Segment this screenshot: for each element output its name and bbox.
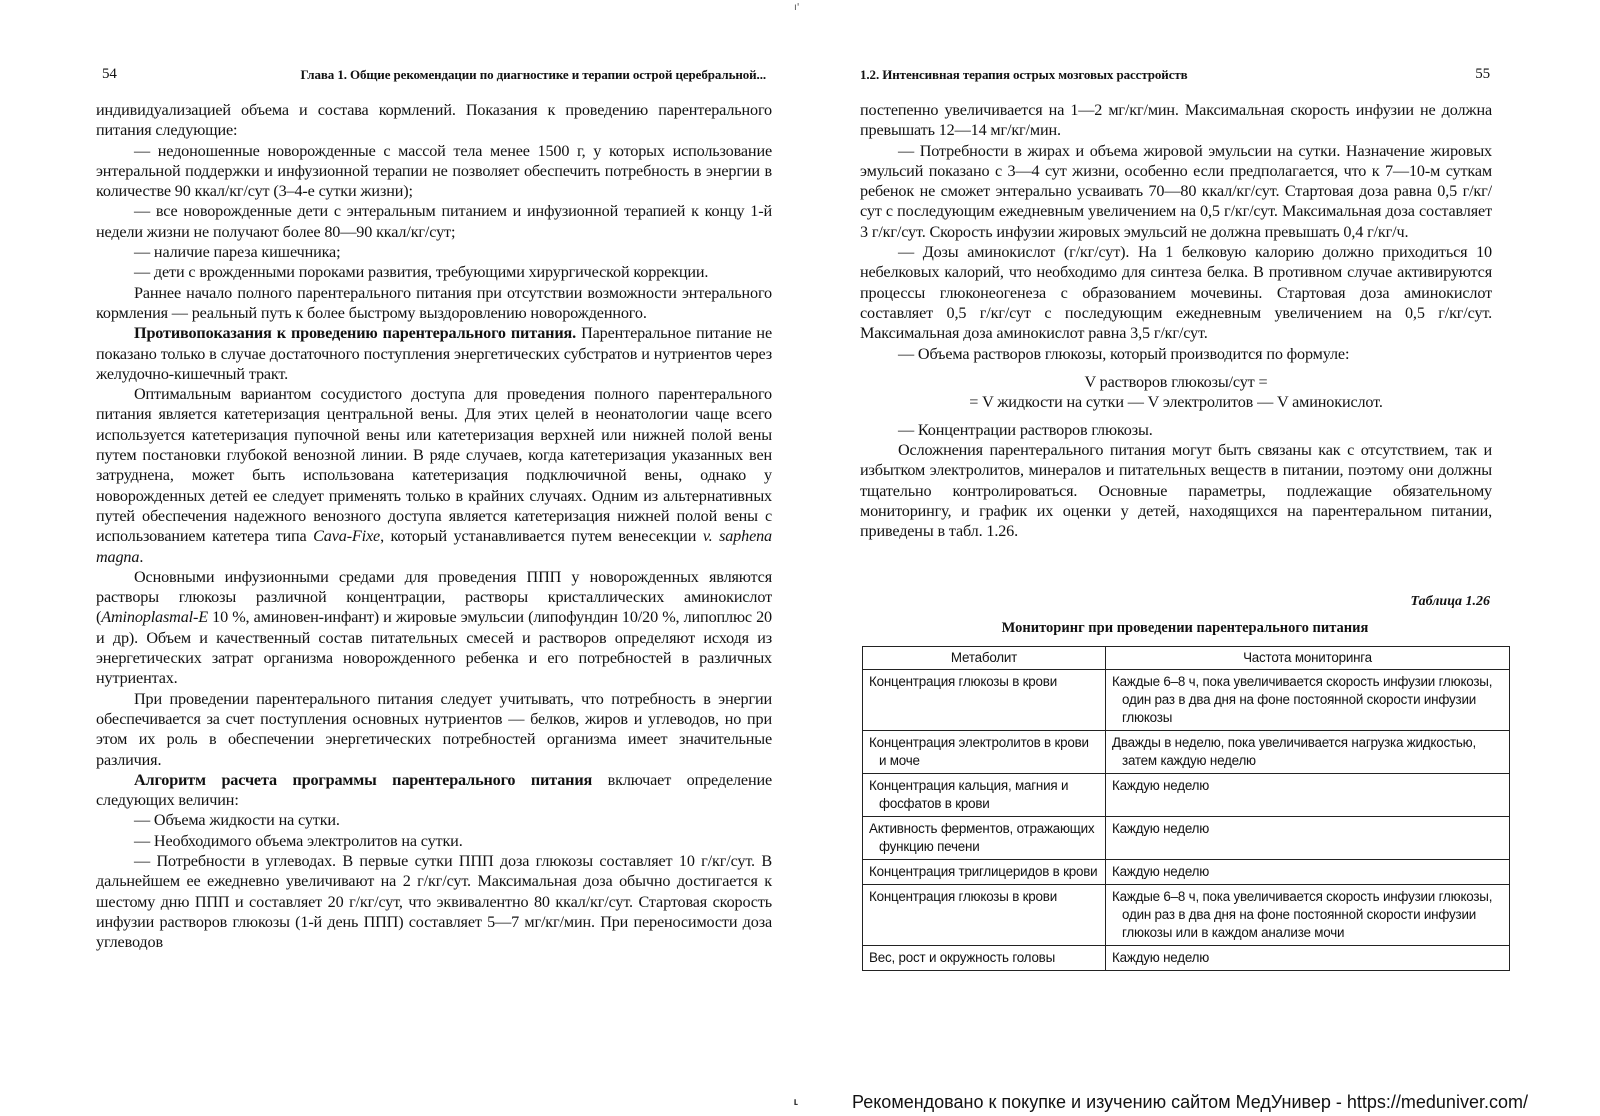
right-running-title: 1.2. Интенсивная терапия острых мозговых расстройств <box>860 67 1188 82</box>
table-cell: Каждую неделю <box>1106 860 1510 885</box>
list-item: — Необходимого объема электролитов на сутки. <box>134 831 463 850</box>
contraindications-paragraph: Противопоказания к проведению парентерального питания. Парентеральное питание не показано только в случае достаточного поступления энергетических субстратов и нутриентов через желудочно-кишечный тракт. <box>96 324 772 383</box>
table-cell: Концентрация глюкозы в крови <box>863 885 1106 946</box>
table-cell: Вес, рост и окружность головы <box>863 946 1106 971</box>
list-item: — Объема жидкости на сутки. <box>134 811 340 830</box>
glucose-formula: V растворов глюкозы/сут = = V жидкости на сутки — V электролитов — V аминокислот. <box>969 372 1383 411</box>
paragraph: Осложнения парентерального питания могут быть связаны как с отсутствием, так и избытком электролитов, минералов и питательных веществ в питании, поэтому они должны тщательно контролироваться. Основные параметры, подлежащие обязательному мониторингу, и график их оценки у детей, находящихся на парентеральном питании, приведены в табл. 1.26. <box>860 441 1492 541</box>
gutter-top-mark: ı' <box>794 2 800 13</box>
table-caption: Таблица 1.26 <box>1410 594 1490 609</box>
table-row <box>863 946 1510 971</box>
paragraph: — наличие пареза кишечника; <box>134 243 341 262</box>
table-row <box>863 860 1510 885</box>
algorithm-heading: Алгоритм расчета программы парентерального питания <box>134 770 593 789</box>
right-page-number: 55 <box>1475 66 1490 82</box>
table-header-cell: Частота мониторинга <box>1106 647 1510 670</box>
table-row <box>863 817 1510 860</box>
table-cell: Каждые 6–8 ч, пока увеличивается скорость инфузии глюкозы, один раз в два дня на фоне постоянной скорости инфузии глюкозы или в каждом анализе мочи <box>1106 885 1510 946</box>
left-body <box>96 100 772 952</box>
table-row <box>863 670 1510 731</box>
table-row <box>863 774 1510 817</box>
paragraph: — дети с врожденными пороками развития, требующими хирургической коррекции. <box>134 263 709 282</box>
paragraph: Раннее начало полного парентерального питания при отсутствии возможности энтерального кормления — реальный путь к более быстрому выздоровлению новорожденного. <box>96 283 772 322</box>
table-cell: Каждую неделю <box>1106 817 1510 860</box>
left-page-number: 54 <box>102 66 117 82</box>
table-cell: Концентрация кальция, магния и фосфатов в крови <box>863 774 1106 817</box>
table-row <box>863 885 1510 946</box>
table-header-row <box>863 647 1510 670</box>
table-cell: Концентрация триглицеридов в крови <box>863 860 1106 885</box>
paragraph: — Дозы аминокислот (г/кг/сут). На 1 белковую калорию должно приходиться 10 небелковых калорий, что необходимо для синтеза белка. В противном случае активируются процессы глюконеогенеза с образованием мочевины. Стартовая доза аминокислот составляет 0,5 г/кг/сут с последующим ежедневным увеличением на 0,5 г/кг/сут. Максимальная доза аминокислот равна 3,5 г/кг/сут. <box>860 243 1492 343</box>
left-running-title: Глава 1. Общие рекомендации по диагностике и терапии острой церебральной... <box>300 67 766 82</box>
table-cell: Активность ферментов, отражающих функцию печени <box>863 817 1106 860</box>
paragraph: — Концентрации растворов глюкозы. <box>898 420 1153 439</box>
table-title: Мониторинг при проведении парентерального питания <box>1001 620 1369 636</box>
table-row <box>863 731 1510 774</box>
paragraph: постепенно увеличивается на 1—2 мг/кг/мин. Максимальная скорость инфузии не должна превышать 12—14 мг/кг/мин. <box>860 101 1492 140</box>
table-cell: Каждую неделю <box>1106 774 1510 817</box>
right-running-head <box>860 66 1510 84</box>
energy-paragraph: При проведении парентерального питания следует учитывать, что потребность в энергии обеспечивается за счет поступления основных нутриентов — белков, жиров и углеводов, но при этом их роль в обеспечении энергетических потребностей организма имеет значительные различия. <box>96 689 772 769</box>
list-item: — Потребности в углеводах. В первые сутки ППП доза глюкозы составляет 10 г/кг/сут. В дальнейшем ее ежедневно увеличивают на 2 г/кг/сут. Максимальная доза обычно достигается к шестому дню ППП и составляет 20 г/кг/сут, что эквивалентно 80 ккал/кг/сут. Стартовая скорость инфузии растворов глюкозы (1-й день ППП) составляет 5—7 мг/кг/мин. При переносимости доза углеводов <box>96 851 772 952</box>
table-header-cell: Метаболит <box>863 647 1106 670</box>
contraindications-heading: Противопоказания к проведению парентерального питания. <box>134 324 577 343</box>
paragraph: индивидуализацией объема и состава кормлений. Показания к проведению парентерального питания следующие: <box>96 101 772 140</box>
meduniver-footer-link[interactable]: Рекомендовано к покупке и изучению сайтом МедУнивер - https://meduniver.com/ <box>852 1092 1528 1112</box>
infusion-media-paragraph: Основными инфузионными средами для проведения ППП у новорожденных являются растворы глюкозы различной концентрации, растворы кристаллических аминокислот (Aminoplasmal-E 10 %, аминовен-инфант) и жировые эмульсии (липофундин 10/20 %, липоплюс 20 и др). Объем и качественный состав питательных смесей и растворов определяют исходя из энергетических затрат организма новорожденного ребенка и его потребностей в различных нутриентах. <box>96 567 772 688</box>
table-cell: Каждую неделю <box>1106 946 1510 971</box>
monitoring-table <box>862 646 1510 971</box>
paragraph: — недоношенные новорожденные с массой тела менее 1500 г, у которых использование энтеральной поддержки и инфузионной терапии не позволяет обеспечить потребность в энергии в количестве 90 ккал/кг/сут (3–4-е сутки жизни); <box>96 141 772 201</box>
left-running-head <box>96 66 772 84</box>
table-cell: Каждые 6–8 ч, пока увеличивается скорость инфузии глюкозы, один раз в два дня на фоне постоянной скорости инфузии глюкозы <box>1106 670 1510 731</box>
table-cell: Дважды в неделю, пока увеличивается нагрузка жидкостью, затем каждую неделю <box>1106 731 1510 774</box>
table-cell: Концентрация глюкозы в крови <box>863 670 1106 731</box>
right-body <box>860 100 1492 542</box>
gutter-bottom-mark: ⸤ <box>793 1088 800 1107</box>
paragraph: — Объема растворов глюкозы, который производится по формуле: <box>898 344 1350 363</box>
algorithm-paragraph: Алгоритм расчета программы парентерального питания включает определение следующих величин: <box>96 770 773 810</box>
paragraph: — Потребности в жирах и объема жировой эмульсии на сутки. Назначение жировых эмульсий показано с 3—4 сут жизни, особенно если предполагается, что к 7—10-м суткам ребенок не сможет энтерально усваивать 70—80 ккал/кг/сут. Стартовая доза равна 0,5 г/кг/сут с последующим ежедневным увеличением на 0,5 г/кг/сут. Максимальная доза составляет 3 г/кг/сут. Скорость инфузии жировых эмульсий не должна превышать 0,4 г/кг/ч. <box>860 141 1492 241</box>
table-cell: Концентрация электролитов в крови и моче <box>863 731 1106 774</box>
vascular-access-paragraph: Оптимальным вариантом сосудистого доступа для проведения полного парентерального питания является катетеризация центральной вены. Для этих целей в неонатологии чаще всего используется катетеризация пупочной вены или катетеризация верхней или нижней полой вены путем постановки глубокой венозной линии. В ряде случаев, когда катетеризация указанных вен затруднена, может быть использована катетеризация подключичной вены, однако у новорожденных детей ее следует применять только в крайних случаях. Одним из альтернативных путей обеспечения надежного венозного доступа является катетеризация нижней полой вены с использованием катетера типа Cava-Fixe, который устанавливается путем венесекции v. saphena magna. <box>96 385 772 566</box>
paragraph: — все новорожденные дети с энтеральным питанием и инфузионной терапией к концу 1-й недели жизни не получают более 80—90 ккал/кг/сут; <box>96 202 772 241</box>
